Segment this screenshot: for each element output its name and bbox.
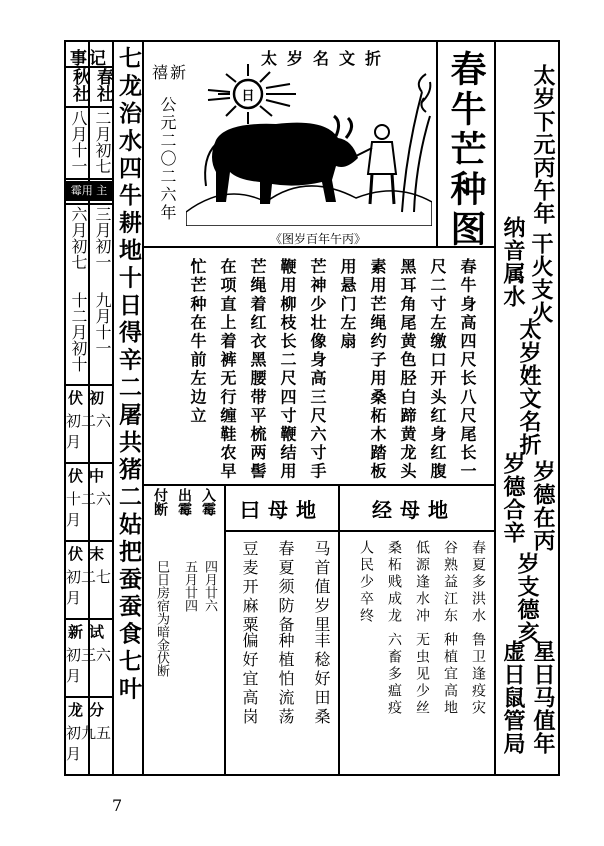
right-col-5: 岁德在丙 [530, 460, 555, 552]
left-dates-1: 八月十一 [69, 110, 88, 174]
left-dates-4: 三月初一 [93, 206, 112, 270]
left-row-label: 新试 [67, 623, 110, 641]
right-col-4: 太岁姓文名折 [516, 318, 541, 456]
dimu-1-title: 曰母地 [240, 498, 324, 522]
right-col-7: 岁支德亥 [514, 552, 539, 644]
illustration-caption: 《图岁百年午丙》 [269, 232, 366, 246]
left-rule [64, 384, 114, 386]
sun-seal-label: 日 [241, 89, 255, 104]
verse-column: 人民少卒终 [358, 540, 374, 625]
left-rule [64, 696, 114, 698]
scroll-divider [142, 40, 144, 774]
text-column: 黑耳角尾黄色胫白蹄黄龙头 [398, 258, 417, 482]
verse-column: 春夏须防备 [276, 540, 295, 635]
left-row-label: 伏末 [67, 545, 110, 563]
text-column: 用悬门左扇 [338, 258, 357, 351]
title-divider [436, 40, 438, 248]
left-dates-5: 十二月初十 [69, 292, 88, 372]
left-header-1: 事记 [70, 49, 108, 69]
bottom-divider-1 [224, 484, 226, 774]
left-rule [64, 462, 114, 464]
left-row-date: 初九五月 [66, 724, 112, 763]
verse-column: 低源逢水冲 [414, 540, 430, 625]
left-row-label: 龙分 [67, 701, 110, 719]
left-row-date: 初二七月 [66, 568, 112, 607]
text-column: 尺二寸左缴口开头红身红腹 [428, 258, 447, 482]
right-col-6: 岁德合辛 [500, 452, 525, 544]
text-column: 芒神少壮像身高三尺六寸手 [308, 258, 327, 482]
verse-column: 六畜多瘟疫 [386, 632, 402, 717]
text-column: 忙芒种在牛前左边立 [188, 258, 207, 426]
left-row-date: 初三六月 [66, 646, 112, 685]
text-column: 芒绳着红衣黑腰带平梳两髻 [248, 258, 267, 482]
chu-value: 五月廿四 [182, 560, 197, 612]
verse-column: 种植宜高地 [442, 632, 458, 717]
right-panel-divider [494, 40, 496, 774]
verse-column: 种植怕流荡 [276, 632, 295, 727]
right-col-8: 星日马值年 [530, 640, 555, 755]
left-rule [64, 106, 114, 108]
verse-column: 鲁卫逢疫灾 [470, 632, 486, 717]
page-number: 7 [112, 796, 123, 815]
right-col-3: 纳音属水 [500, 216, 525, 308]
verse-column: 桑柘贱成龙 [386, 540, 402, 625]
left-mid-label: 霉用 主 [66, 181, 112, 201]
text-column: 鞭用柳枝长二尺四寸鞭结用 [278, 258, 297, 482]
left-row-date: 十二六月 [66, 490, 112, 529]
dimu-1-rule [226, 530, 338, 532]
right-col-9: 虚日鼠管局 [500, 640, 525, 755]
fu-label: 付断 [152, 488, 168, 516]
ru-label: 入霉 [200, 488, 216, 516]
scroll-column-text: 七龙治水四牛耕地十日得辛二屠共猪二姑把蚕蚕食七叶 [115, 46, 141, 704]
left-dates-2: 二月初七 [93, 110, 112, 174]
spring-ox-illustration [186, 62, 432, 226]
bottom-divider-2 [338, 484, 340, 774]
text-column: 素用芒绳约子用桑柘木踏板 [368, 258, 387, 482]
verse-column: 马首值岁里 [312, 540, 331, 635]
right-col-2: 干火支火 [528, 232, 553, 324]
left-dates-6: 九月十一 [93, 292, 112, 356]
right-col-1: 太岁下元丙午年 [530, 64, 555, 225]
left-header-2: 秋社 [69, 68, 89, 102]
verse-column: 无虫见少丝 [414, 632, 430, 717]
left-row-date: 初二六月 [66, 412, 112, 451]
grain-stalk-icon [402, 74, 430, 212]
left-rule [64, 178, 114, 180]
verse-column: 谷熟益江东 [442, 540, 458, 625]
year-label: 公元二〇二六年 [158, 96, 177, 222]
verse-column: 偏好宜高岗 [240, 632, 259, 727]
ru-value: 四月廿六 [202, 560, 217, 612]
left-row-label: 伏中 [67, 467, 110, 485]
left-rule [64, 618, 114, 620]
dimu-2-title: 经母地 [372, 498, 456, 522]
left-header-3: 春社 [93, 68, 113, 102]
side-label: 禧新 [152, 63, 189, 82]
left-rule [64, 540, 114, 542]
chu-label: 出霉 [176, 488, 192, 516]
dimu-2-rule [340, 530, 496, 532]
verse-column: 豆麦开麻粟 [240, 540, 259, 635]
text-column: 春牛身高四尺长八尺尾长一 [458, 258, 477, 482]
verse-column: 春夏多洪水 [470, 540, 486, 625]
bottom-head-row [148, 488, 220, 516]
banner-title: 太岁名文折 [260, 49, 391, 68]
left-dates-3: 六月初七 [69, 206, 88, 270]
left-rule [64, 203, 114, 205]
left-row-label: 伏初 [67, 389, 110, 407]
main-title: 春牛芒种图 [445, 50, 486, 250]
fu-value: 巳日房宿为暗金伏断 [154, 560, 169, 677]
bottom-rule [144, 484, 496, 486]
verse-column: 丰稔好田桑 [312, 632, 331, 727]
text-column: 在项直上着裤无行缠鞋农早 [218, 258, 237, 482]
